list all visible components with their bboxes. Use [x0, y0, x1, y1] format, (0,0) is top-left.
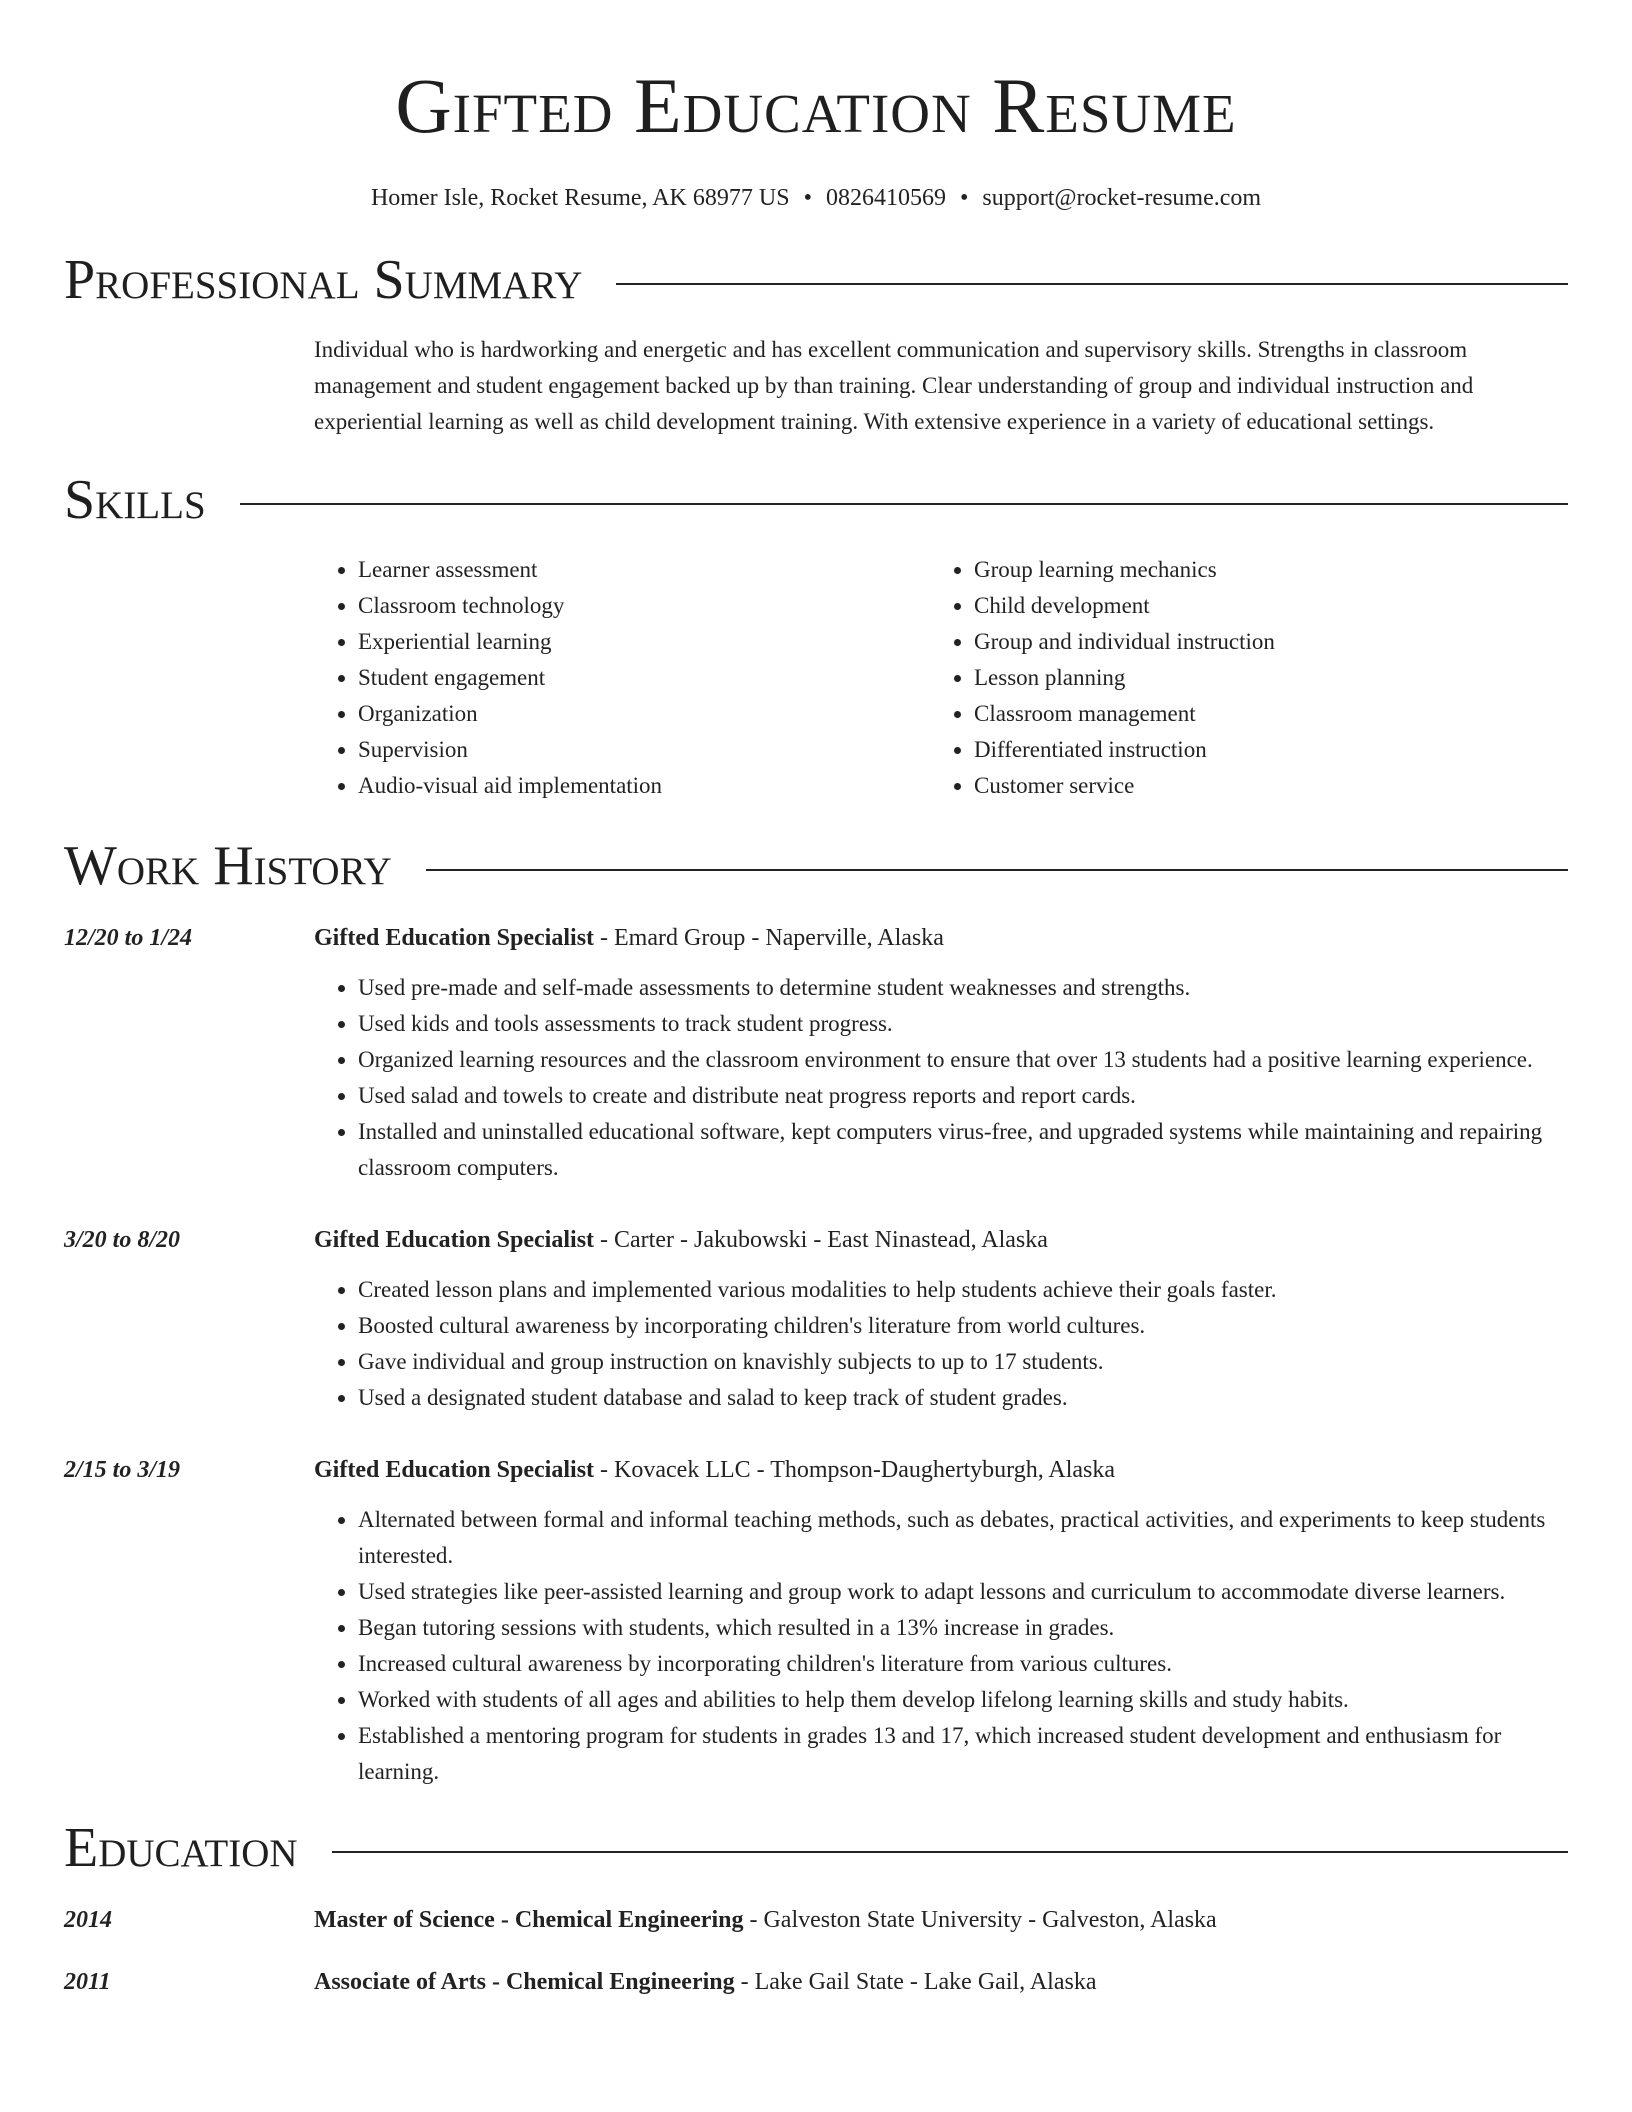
skills-column-left: [314, 552, 930, 804]
skill-item: • Lesson planning: [974, 660, 1546, 696]
skills-section-header: [64, 470, 1568, 530]
education-degree: Associate of Arts - Chemical Engineering: [314, 1969, 735, 1995]
section-divider: [426, 869, 1568, 871]
job-bullet: • Alternated between formal and informal teaching methods, such as debates, practical activities, and experiments to keep students interested.: [358, 1502, 1568, 1574]
contact-separator: •: [959, 185, 969, 211]
skill-item: • Student engagement: [358, 660, 930, 696]
section-divider: [240, 503, 1568, 505]
skills-column-right: [930, 552, 1546, 804]
contact-line: [64, 182, 1568, 214]
job-date: 3/20 to 8/20: [64, 1227, 181, 1253]
job-bullets: [314, 1502, 1568, 1790]
job-detail: - Emard Group - Naperville, Alaska: [594, 925, 944, 951]
job-date: 2/15 to 3/19: [64, 1457, 181, 1483]
job-heading: [314, 1452, 1568, 1488]
education-detail: - Galveston State University - Galveston, Alaska: [743, 1907, 1217, 1933]
job-bullet: • Used pre-made and self-made assessments to determine student weaknesses and strengths.: [358, 970, 1568, 1006]
contact-phone: 0826410569: [825, 185, 946, 211]
job-heading: [314, 1222, 1568, 1258]
job-bullets: [314, 970, 1568, 1186]
education-heading-line: [314, 1902, 1217, 1938]
job-role: Gifted Education Specialist: [314, 1457, 595, 1483]
skill-item: • Classroom technology: [358, 588, 930, 624]
skill-item: • Classroom management: [974, 696, 1546, 732]
education-detail: - Lake Gail State - Lake Gail, Alaska: [734, 1969, 1097, 1995]
education-entry: [64, 1902, 1568, 1938]
job-bullet: • Gave individual and group instruction on knavishly subjects to up to 17 students.: [358, 1344, 1568, 1380]
education-entry: [64, 1964, 1568, 2000]
job-bullet: • Began tutoring sessions with students, which resulted in a 13% increase in grades.: [358, 1610, 1568, 1646]
job-entry: [64, 1222, 1568, 1416]
education-date: 2014: [64, 1907, 112, 1933]
job-bullet: • Used kids and tools assessments to track student progress.: [358, 1006, 1568, 1042]
summary-text: Individual who is hardworking and energetic and has excellent communication and supervisory skills. Strengths in classroom management and student engagement backed up by than training. Clear understanding of group and individual instruction and experiential learning as well as child development training. With extensive experience in a variety of educational settings.: [314, 337, 1474, 434]
education-degree: Master of Science - Chemical Engineering: [314, 1907, 744, 1933]
job-role: Gifted Education Specialist: [314, 925, 595, 951]
job-bullet: • Organized learning resources and the classroom environment to ensure that over 13 students had a positive learning experience.: [358, 1042, 1568, 1078]
summary-heading: Professional Summary: [64, 249, 583, 311]
job-date: 12/20 to 1/24: [64, 925, 193, 951]
skill-item: • Audio-visual aid implementation: [358, 768, 930, 804]
job-entry: [64, 1452, 1568, 1790]
section-divider: [332, 1851, 1568, 1853]
job-bullet: • Established a mentoring program for students in grades 13 and 17, which increased student development and enthusiasm for learning.: [358, 1718, 1568, 1790]
job-bullet: • Installed and uninstalled educational software, kept computers virus-free, and upgraded systems while maintaining and repairing classroom computers.: [358, 1114, 1568, 1186]
job-bullet: • Increased cultural awareness by incorporating children's literature from various cultures.: [358, 1646, 1568, 1682]
skill-item: • Child development: [974, 588, 1546, 624]
skill-item: • Customer service: [974, 768, 1546, 804]
skill-item: • Supervision: [358, 732, 930, 768]
skills-heading: Skills: [64, 469, 206, 531]
work-heading: Work History: [64, 835, 392, 897]
job-bullet: • Used a designated student database and salad to keep track of student grades.: [358, 1380, 1568, 1416]
skill-item: • Group and individual instruction: [974, 624, 1546, 660]
job-detail: - Kovacek LLC - Thompson-Daughertyburgh, Alaska: [594, 1457, 1116, 1483]
education-section-header: [64, 1818, 1568, 1878]
skills-list: [314, 552, 1568, 804]
job-role: Gifted Education Specialist: [314, 1227, 595, 1253]
contact-address: Homer Isle, Rocket Resume, AK 68977 US: [370, 185, 790, 211]
education-date: 2011: [64, 1969, 111, 1995]
job-entry: [64, 920, 1568, 1186]
contact-separator: •: [803, 185, 812, 211]
education-heading: Education: [64, 1817, 298, 1879]
work-section-header: [64, 836, 1568, 896]
skill-item: • Group learning mechanics: [974, 552, 1546, 588]
job-bullet: • Used salad and towels to create and distribute neat progress reports and report cards.: [358, 1078, 1568, 1114]
job-bullet: • Created lesson plans and implemented various modalities to help students achieve their goals faster.: [358, 1272, 1568, 1308]
skill-item: • Differentiated instruction: [974, 732, 1546, 768]
job-detail: - Carter - Jakubowski - East Ninastead, Alaska: [594, 1227, 1048, 1253]
section-divider: [616, 283, 1568, 285]
summary-section-header: [64, 250, 1568, 310]
job-bullet: • Boosted cultural awareness by incorporating children's literature from world cultures.: [358, 1308, 1568, 1344]
job-bullet: • Used strategies like peer-assisted learning and group work to adapt lessons and curriculum to accommodate diverse learners.: [358, 1574, 1568, 1610]
job-bullets: [314, 1272, 1568, 1416]
skill-item: • Organization: [358, 696, 930, 732]
education-heading-line: [314, 1964, 1096, 2000]
skill-item: • Experiential learning: [358, 624, 930, 660]
contact-email: support@rocket-resume.com: [982, 185, 1262, 211]
job-heading: [314, 920, 1568, 956]
resume-title: Gifted Education Resume: [395, 62, 1237, 149]
skill-item: • Learner assessment: [358, 552, 930, 588]
job-bullet: • Worked with students of all ages and abilities to help them develop lifelong learning skills and study habits.: [358, 1682, 1568, 1718]
